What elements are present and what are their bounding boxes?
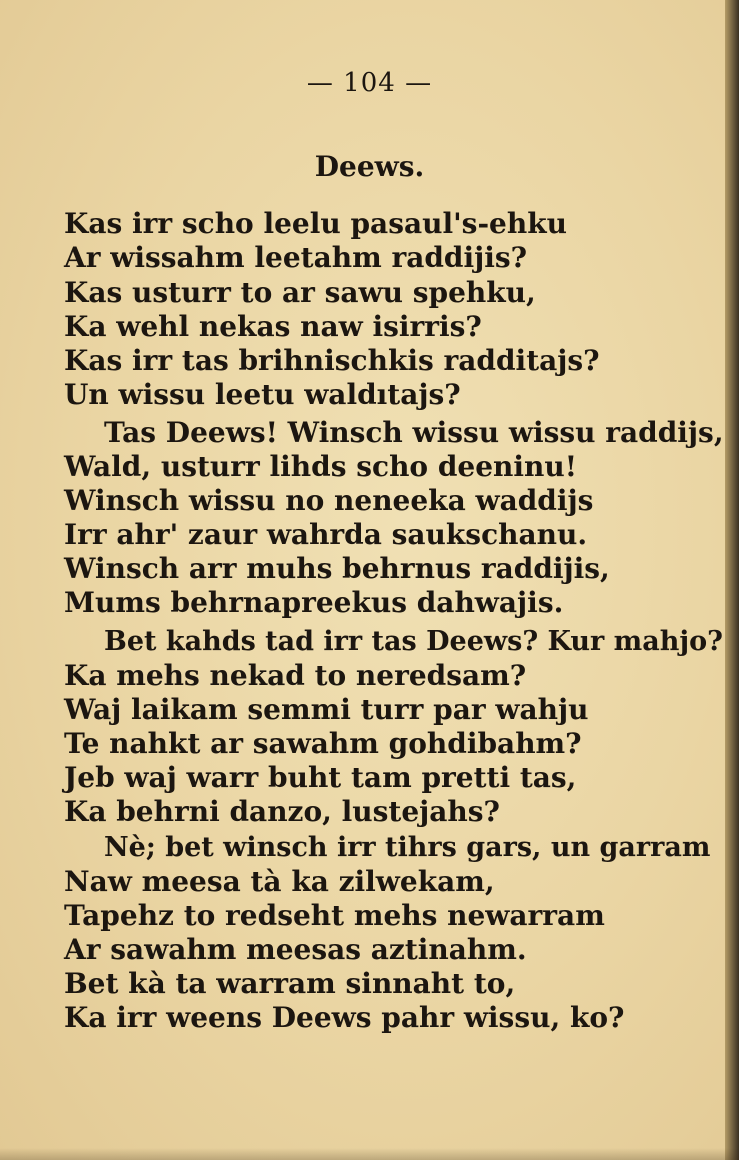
poem-line: Jeb waj warr buht tam pretti tas, <box>64 761 577 794</box>
poem-line: Te nahkt ar sawahm gohdibahm? <box>64 727 582 760</box>
poem-line: Ka wehl nekas naw isirris? <box>64 310 482 343</box>
poem-line: Tas Deews! Winsch wissu wissu raddijs, <box>104 416 724 449</box>
poem-line: Kas irr scho leelu pasaul's-ehku <box>64 207 567 240</box>
poem-line: Tapehz to redseht mehs newarram <box>64 899 605 932</box>
poem-line: Irr ahr' zaur wahrda saukschanu. <box>64 518 588 551</box>
poem-line: Ar sawahm meesas aztinahm. <box>64 933 527 966</box>
poem-line: Nè; bet winsch irr tihrs gars, un garram <box>104 832 711 863</box>
poem-line: Mums behrnapreekus dahwajis. <box>64 586 564 619</box>
poem-line: Bet kà ta warram sinnaht to, <box>64 967 516 1000</box>
poem-line: Winsch wissu no neneeka waddijs <box>64 484 594 517</box>
poem-line: Naw meesa tà ka zilwekam, <box>64 865 495 898</box>
poem-line: Ar wissahm leetahm raddijis? <box>64 241 528 274</box>
poem-line: Ka mehs nekad to neredsam? <box>64 659 527 692</box>
poem-title: Deews. <box>314 150 425 183</box>
poem-line: Bet kahds tad irr tas Deews? Kur mahjo? <box>104 626 723 657</box>
poem-line: Kas irr tas brihnischkis radditajs? <box>64 344 600 377</box>
poem-line: Kas usturr to ar sawu spehku, <box>64 276 536 309</box>
poem-line: Wald, usturr lihds scho deeninu! <box>64 450 578 483</box>
poem-line: Ka irr weens Deews pahr wissu, ko? <box>64 1001 625 1034</box>
poem-line: Ka behrni danzo, lustejahs? <box>64 795 500 828</box>
page-number: — 104 — <box>306 68 433 98</box>
page-shadow <box>0 1148 739 1160</box>
poem-line: Winsch arr muhs behrnus raddijis, <box>64 552 610 585</box>
poem-line: Un wissu leetu waldıtajs? <box>64 378 461 411</box>
poem-line: Waj laikam semmi turr par wahju <box>64 693 589 726</box>
